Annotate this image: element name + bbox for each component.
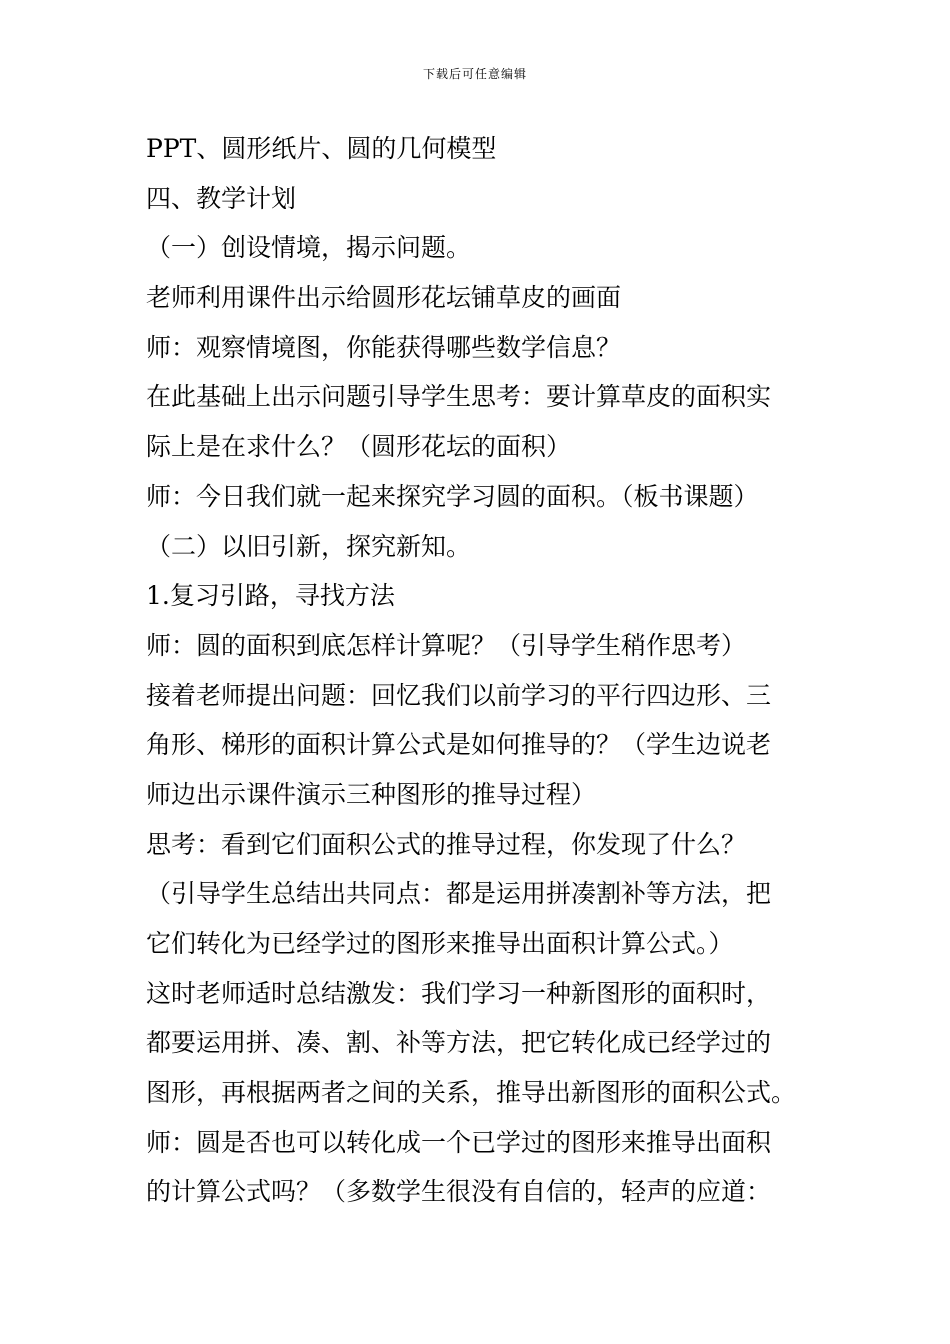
body-line: 在此基础上出示问题引导学生思考：要计算草皮的面积实 (146, 382, 772, 412)
body-line: 师：今日我们就一起来探究学习圆的面积。（板书课题） (146, 481, 759, 511)
body-line: 老师利用课件出示给圆形花坛铺草皮的画面 (146, 283, 622, 313)
body-line: 师：圆的面积到底怎样计算呢？（引导学生稍作思考） (146, 630, 747, 660)
body-line: 师：观察情境图，你能获得哪些数学信息？ (146, 332, 622, 362)
body-line: 思考：看到它们面积公式的推导过程，你发现了什么？ (146, 829, 747, 859)
body-line: 际上是在求什么？（圆形花坛的面积） (146, 432, 572, 462)
body-line: 的计算公式吗？（多数学生很没有自信的，轻声的应道： (146, 1177, 772, 1207)
numbered-heading: 1.复习引路，寻找方法 (146, 581, 395, 611)
body-line: 角形、梯形的面积计算公式是如何推导的？（学生边说老 (146, 730, 772, 760)
page-header: 下载后可任意编辑 (422, 67, 527, 81)
body-line: 接着老师提出问题：回忆我们以前学习的平行四边形、三 (146, 680, 772, 710)
body-line: 它们转化为已经学过的图形来推导出面积计算公式。） (146, 929, 734, 958)
section-heading: 四、教学计划 (146, 183, 297, 213)
subsection-heading: （一）创设情境，揭示问题。 (146, 233, 472, 263)
document-body (146, 124, 811, 1217)
body-line: 师：圆是否也可以转化成一个已学过的图形来推导出面积 (146, 1127, 772, 1157)
body-line: 都要运用拼、凑、割、补等方法，把它转化成已经学过的 (146, 1028, 772, 1058)
body-line: PPT、圆形纸片、圆的几何模型 (146, 134, 497, 163)
subsection-heading: （二）以旧引新，探究新知。 (146, 531, 472, 561)
body-line: （引导学生总结出共同点：都是运用拼凑割补等方法，把 (146, 879, 772, 909)
body-line: 图形，再根据两者之间的关系，推导出新图形的面积公式。 (146, 1078, 797, 1108)
body-line: 这时老师适时总结激发：我们学习一种新图形的面积时， (146, 978, 772, 1008)
body-line: 师边出示课件演示三种图形的推导过程） (146, 779, 597, 809)
